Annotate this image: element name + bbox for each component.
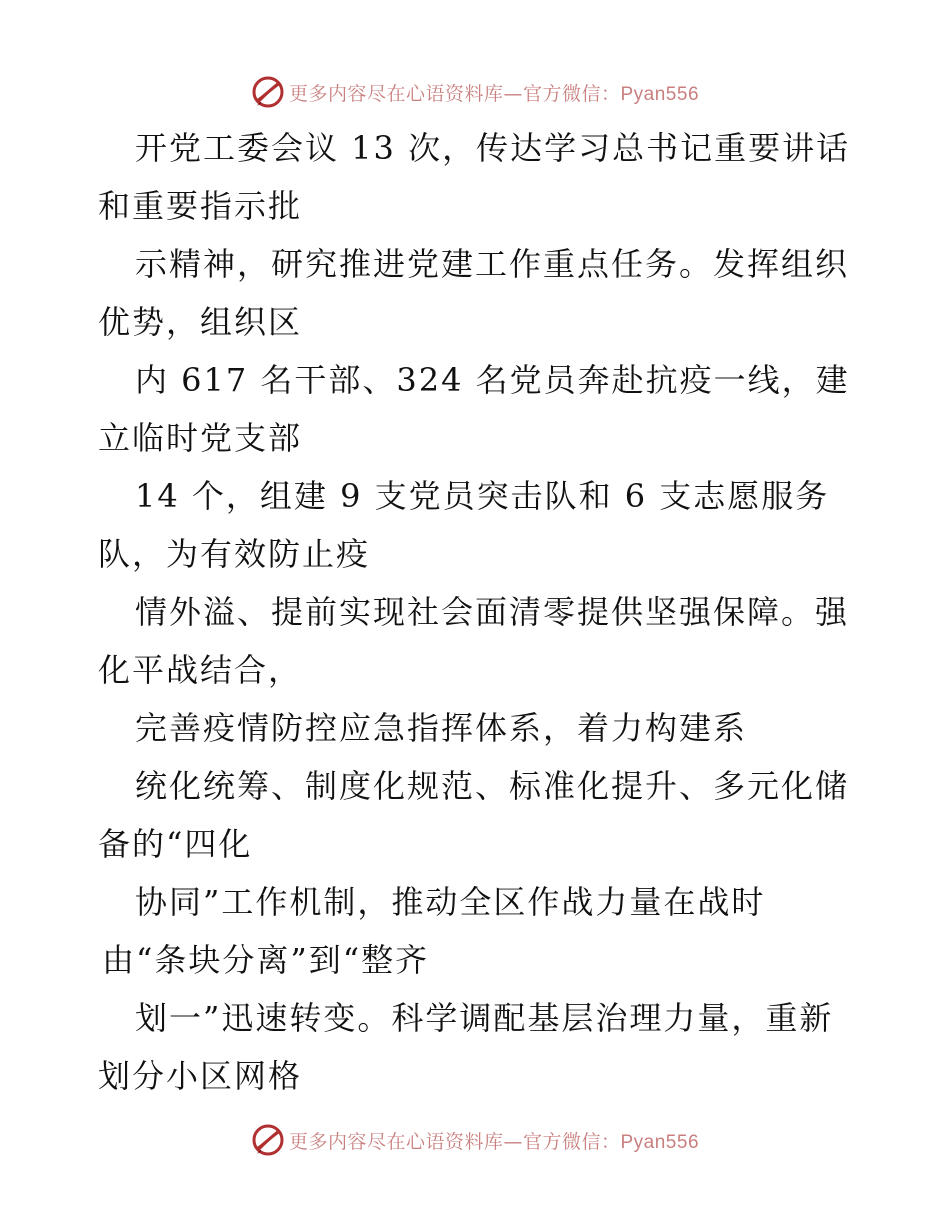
text-line: 备的“四化 bbox=[98, 825, 253, 863]
text-line: 化平战结合， bbox=[98, 651, 303, 689]
footer-watermark bbox=[0, 1120, 950, 1160]
text-line: 内 617 名干部、324 名党员奔赴抗疫一线，建 bbox=[135, 361, 850, 399]
text-line: 完善疫情防控应急指挥体系，着力构建系 bbox=[135, 709, 748, 747]
text-line: 14 个，组建 9 支党员突击队和 6 支志愿服务 bbox=[135, 477, 830, 515]
header-watermark bbox=[0, 72, 950, 112]
text-line: 和重要指示批 bbox=[98, 187, 303, 225]
text-line: 划一”迅速转变。科学调配基层治理力量，重新 bbox=[135, 999, 834, 1037]
text-line: 示精神，研究推进党建工作重点任务。发挥组织 bbox=[135, 245, 850, 283]
text-line: 由“条块分离”到“整齐 bbox=[102, 941, 430, 979]
text-line: 情外溢、提前实现社会面清零提供坚强保障。强 bbox=[135, 593, 850, 631]
pen-logo-icon bbox=[251, 1123, 285, 1157]
text-line: 队，为有效防止疫 bbox=[98, 535, 371, 573]
text-line: 开党工委会议 13 次，传达学习总书记重要讲话 bbox=[135, 129, 851, 167]
watermark-text: 更多内容尽在心语资料库—官方微信：Pyan556 bbox=[288, 82, 700, 105]
text-line: 协同”工作机制，推动全区作战力量在战时 bbox=[135, 883, 766, 921]
watermark-text: 更多内容尽在心语资料库—官方微信：Pyan556 bbox=[288, 1130, 700, 1153]
text-line: 划分小区网格 bbox=[98, 1057, 303, 1095]
text-line: 立临时党支部 bbox=[98, 419, 303, 457]
text-line: 优势，组织区 bbox=[98, 303, 303, 341]
text-line: 统化统筹、制度化规范、标准化提升、多元化储 bbox=[135, 767, 850, 805]
pen-logo-icon bbox=[251, 75, 285, 109]
